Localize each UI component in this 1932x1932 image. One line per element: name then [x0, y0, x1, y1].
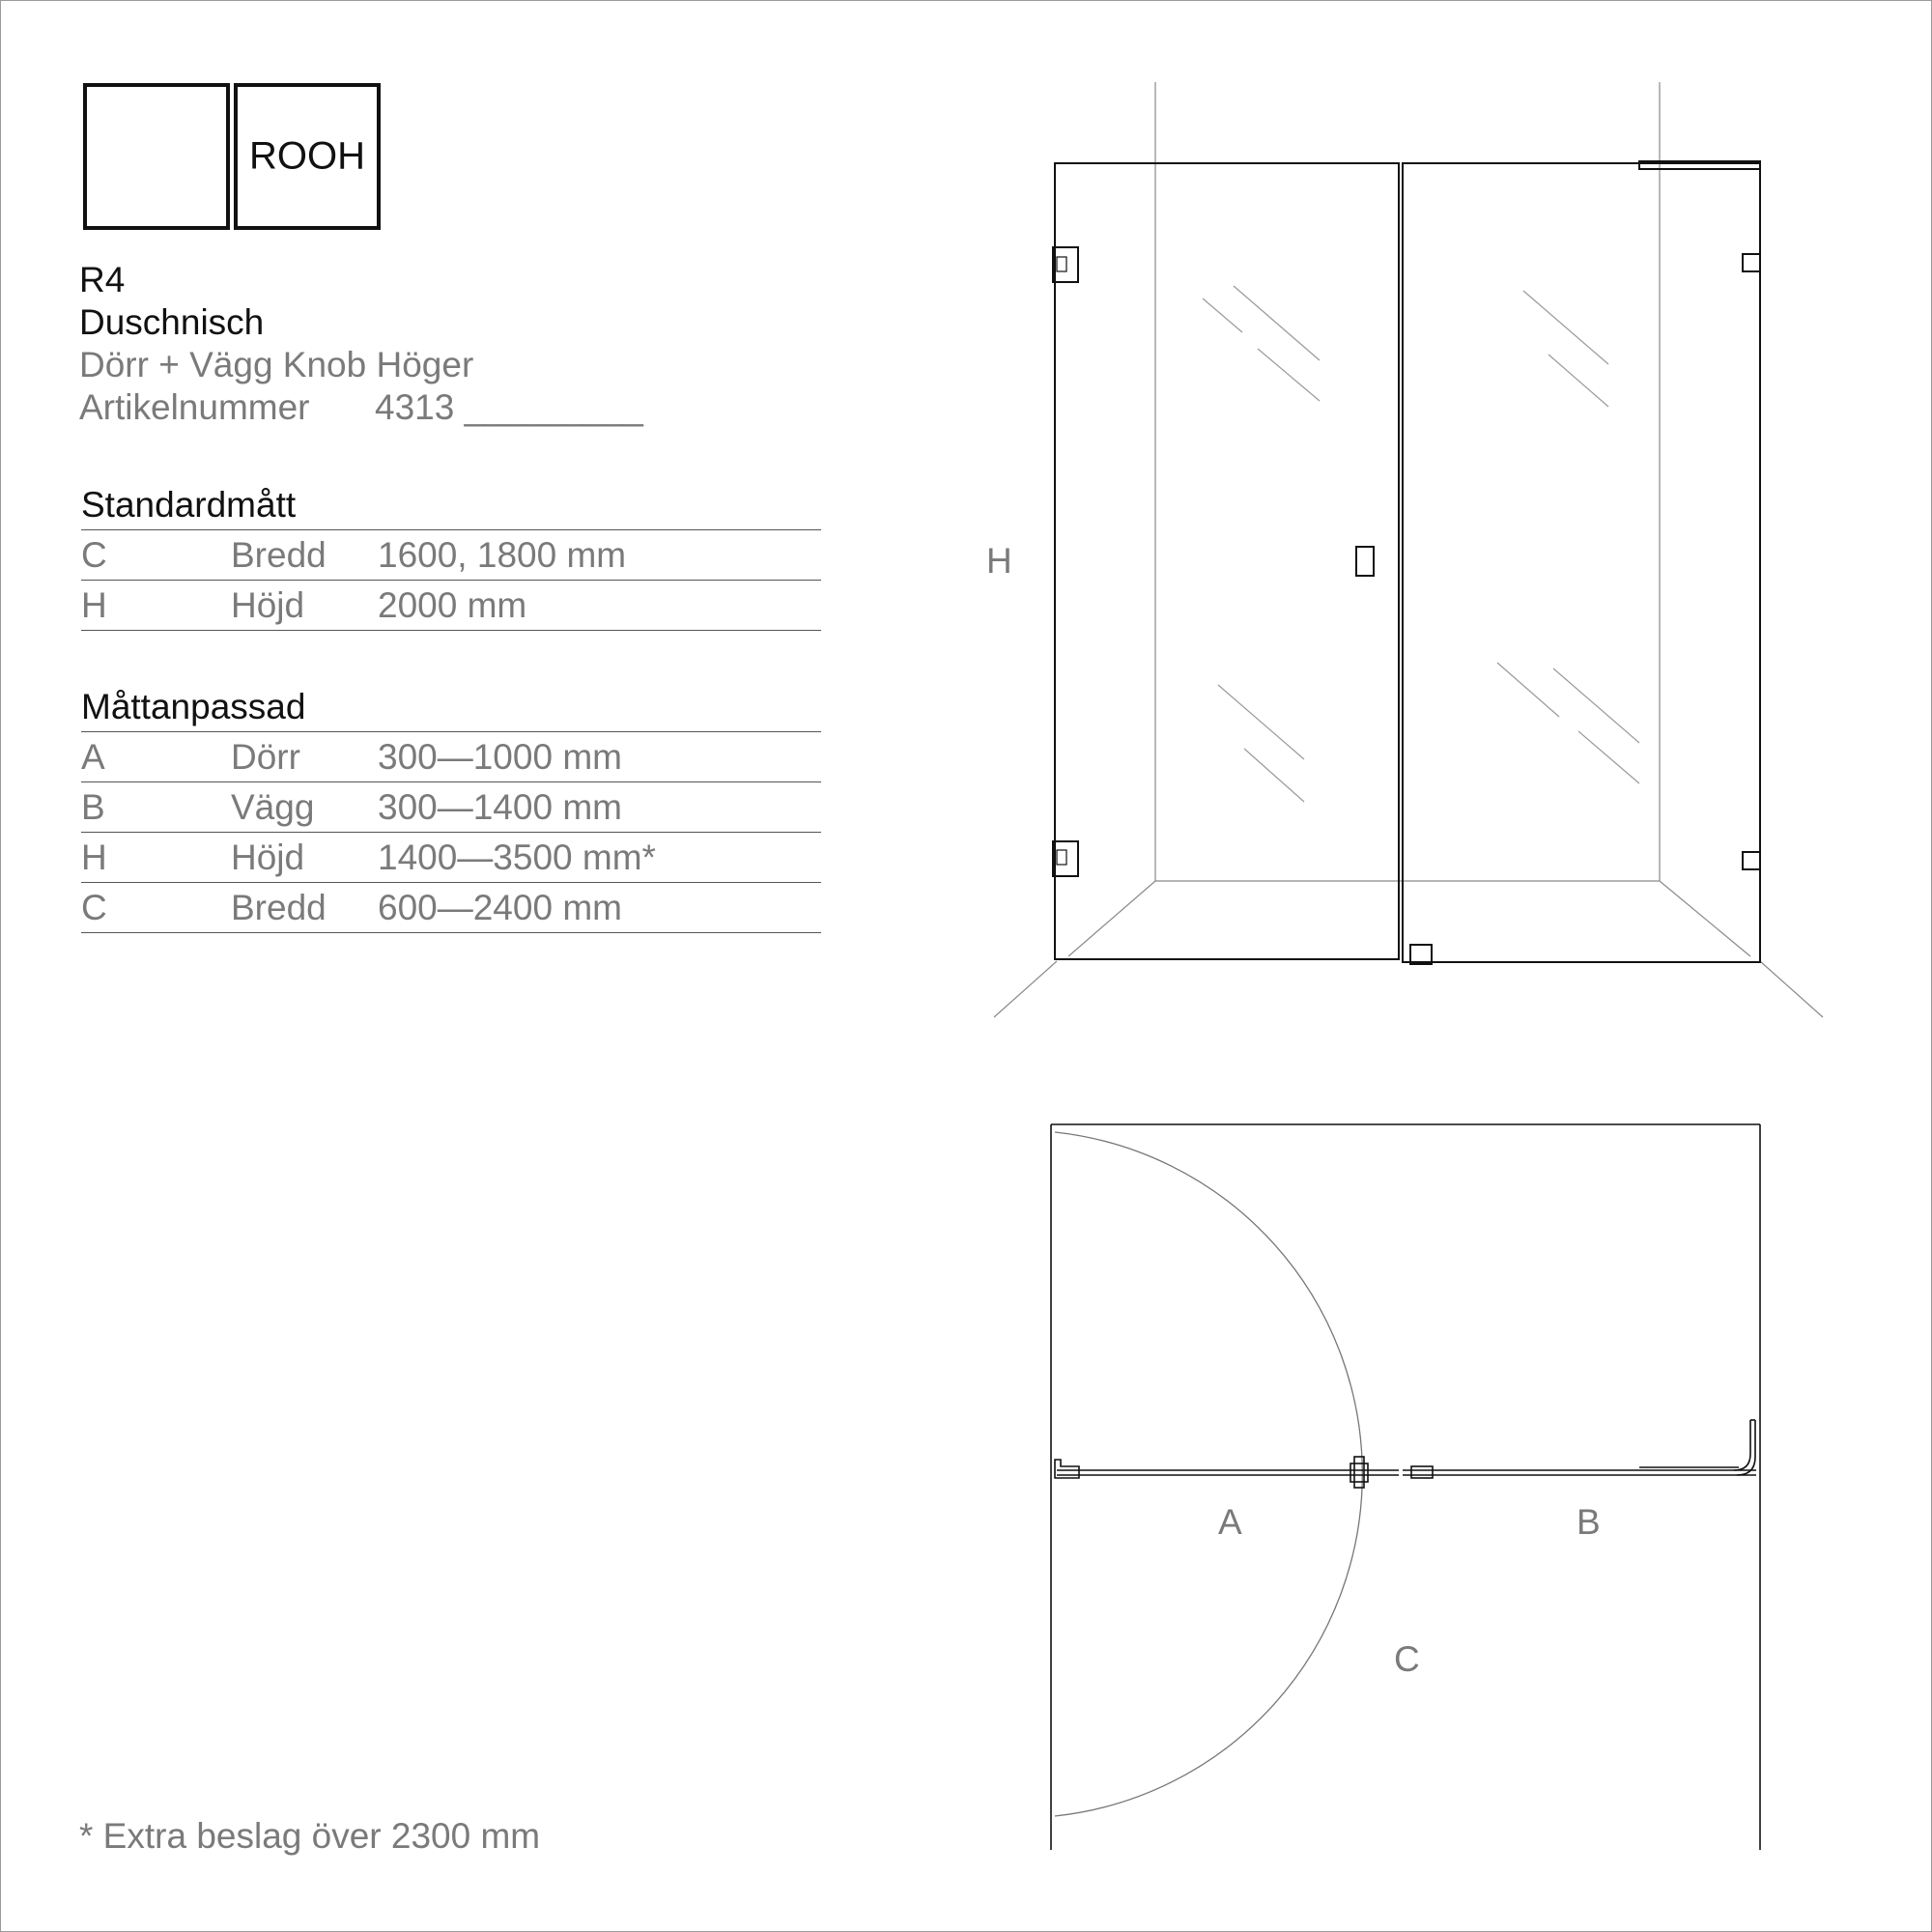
- dimension-code: C: [81, 887, 107, 927]
- product-model: R4: [79, 260, 126, 299]
- dimension-name: Dörr: [231, 736, 300, 777]
- dimension-name: Bredd: [231, 534, 327, 575]
- dimension-code: C: [81, 534, 107, 575]
- dimension-code: H: [81, 584, 107, 625]
- front-elevation-drawing: [994, 82, 1823, 1017]
- dimension-value: 300—1000 mm: [378, 736, 622, 777]
- wall-width-label: B: [1577, 1502, 1601, 1542]
- door-width-label: A: [1218, 1502, 1242, 1542]
- dimension-value: 1600, 1800 mm: [378, 534, 627, 575]
- product-variant: Dörr + Vägg Knob Höger: [79, 345, 474, 384]
- total-width-label: C: [1394, 1639, 1420, 1679]
- dimension-value: 2000 mm: [378, 584, 527, 625]
- dimension-value: 600—2400 mm: [378, 887, 622, 927]
- dimension-value: 1400—3500 mm*: [378, 837, 656, 877]
- logo-text: ROOH: [249, 134, 365, 178]
- dimension-name: Bredd: [231, 887, 327, 927]
- plan-view-drawing: [1051, 1124, 1760, 1850]
- product-type: Duschnisch: [79, 302, 265, 342]
- dimension-name: Höjd: [231, 584, 305, 625]
- standard-dimensions-title: Standardmått: [81, 481, 821, 530]
- dimension-value: 300—1400 mm: [378, 786, 622, 827]
- dimension-code: A: [81, 736, 105, 777]
- dimension-name: Höjd: [231, 837, 305, 877]
- article-number: 4313 _________: [375, 387, 643, 427]
- dimension-name: Vägg: [231, 786, 315, 827]
- dimension-code: B: [81, 786, 105, 827]
- custom-dimensions-title: Måttanpassad: [81, 683, 821, 732]
- article-label: Artikelnummer: [79, 387, 310, 427]
- height-label: H: [986, 541, 1012, 581]
- footnote: * Extra beslag över 2300 mm: [79, 1816, 541, 1856]
- dimension-code: H: [81, 837, 107, 877]
